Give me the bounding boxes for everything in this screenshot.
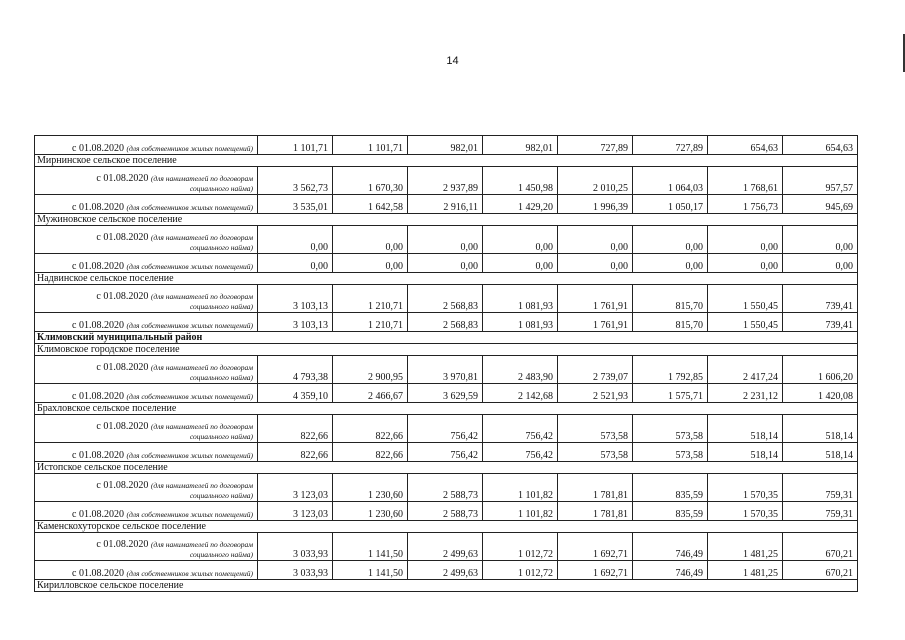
tariff-value-cell: 739,41 (783, 313, 858, 332)
tariff-row (35, 384, 858, 403)
tariff-value-cell: 2 900,95 (333, 356, 408, 384)
tariff-value-cell: 3 123,03 (258, 474, 333, 502)
tariff-value-cell: 573,58 (633, 415, 708, 443)
tariff-value-cell: 1 792,85 (633, 356, 708, 384)
tariff-value-cell: 1 101,82 (483, 474, 558, 502)
tariff-row (35, 313, 858, 332)
tariff-value-cell: 518,14 (783, 443, 858, 462)
tariff-value-cell: 573,58 (558, 415, 633, 443)
tariff-value-cell: 1 570,35 (708, 502, 783, 521)
tariff-value-cell: 0,00 (633, 226, 708, 254)
tariff-value-cell: 982,01 (408, 136, 483, 155)
tariff-value-cell: 759,31 (783, 502, 858, 521)
tariff-value-cell: 1 768,61 (708, 167, 783, 195)
settlement-title: Климовское городское поселение (35, 344, 858, 356)
tariff-value-cell: 1 996,39 (558, 195, 633, 214)
row-label-tenants (35, 356, 258, 384)
tariff-value-cell: 756,42 (408, 415, 483, 443)
tariff-value-cell: 2 568,83 (408, 285, 483, 313)
label-date: с 01.08.2020 (72, 391, 124, 402)
tariff-value-cell: 1 692,71 (558, 533, 633, 561)
tariff-value-cell: 1 012,72 (483, 533, 558, 561)
section-row (35, 155, 858, 167)
tariff-table-body (35, 136, 858, 592)
tariff-value-cell: 0,00 (708, 254, 783, 273)
tariff-value-cell: 3 562,73 (258, 167, 333, 195)
section-row (35, 273, 858, 285)
label-date: с 01.08.2020 (96, 291, 149, 302)
tariff-row (35, 415, 858, 443)
settlement-title: Каменскохуторское сельское поселение (35, 521, 858, 533)
label-date: с 01.08.2020 (72, 320, 124, 331)
district-title: Климовский муниципальный район (35, 332, 858, 344)
settlement-title: Мужиновское сельское поселение (35, 214, 858, 226)
tariff-value-cell: 1 756,73 (708, 195, 783, 214)
tariff-value-cell: 739,41 (783, 285, 858, 313)
label-note: (для собственников жилых помещений) (126, 321, 253, 330)
tariff-value-cell: 982,01 (483, 136, 558, 155)
tariff-value-cell: 815,70 (633, 285, 708, 313)
tariff-value-cell: 2 010,25 (558, 167, 633, 195)
label-note: (для нанимателей по договорам (150, 481, 253, 490)
tariff-value-cell: 3 033,93 (258, 533, 333, 561)
tariff-value-cell: 1 050,17 (633, 195, 708, 214)
row-label-tenants (35, 533, 258, 561)
tariff-value-cell: 756,42 (408, 443, 483, 462)
tariff-value-cell: 1 642,58 (333, 195, 408, 214)
tariff-value-cell: 822,66 (258, 415, 333, 443)
tariff-value-cell: 1 670,30 (333, 167, 408, 195)
label-note: социального найма) (189, 243, 253, 252)
tariff-value-cell: 746,49 (633, 561, 708, 580)
tariff-value-cell: 1 692,71 (558, 561, 633, 580)
label-date: с 01.08.2020 (72, 261, 124, 272)
row-label-tenants (35, 285, 258, 313)
section-row (35, 462, 858, 474)
label-date: с 01.08.2020 (72, 202, 124, 213)
tariff-value-cell: 1 101,71 (258, 136, 333, 155)
tariff-value-cell: 3 535,01 (258, 195, 333, 214)
label-note: (для собственников жилых помещений) (126, 392, 253, 401)
tariff-value-cell: 2 231,12 (708, 384, 783, 403)
tariff-value-cell: 0,00 (558, 254, 633, 273)
row-label-owners (35, 561, 258, 580)
section-row (35, 403, 858, 415)
tariff-value-cell: 1 570,35 (708, 474, 783, 502)
label-note: (для нанимателей по договорам (150, 422, 253, 431)
row-label-tenants (35, 226, 258, 254)
tariff-value-cell: 0,00 (633, 254, 708, 273)
label-note: социального найма) (189, 491, 253, 500)
tariff-value-cell: 654,63 (783, 136, 858, 155)
tariff-value-cell: 2 499,63 (408, 533, 483, 561)
settlement-title: Кирилловское сельское поселение (35, 580, 858, 592)
row-label-tenants (35, 167, 258, 195)
label-date: с 01.08.2020 (72, 509, 124, 520)
row-label-tenants (35, 474, 258, 502)
label-note: (для нанимателей по договорам (150, 233, 253, 242)
row-label-owners (35, 254, 258, 273)
label-note: социального найма) (189, 550, 253, 559)
tariff-value-cell: 1 761,91 (558, 285, 633, 313)
tariff-table (34, 135, 858, 592)
tariff-value-cell: 945,69 (783, 195, 858, 214)
tariff-value-cell: 3 629,59 (408, 384, 483, 403)
tariff-value-cell: 3 123,03 (258, 502, 333, 521)
tariff-value-cell: 2 916,11 (408, 195, 483, 214)
tariff-row (35, 195, 858, 214)
tariff-value-cell: 1 101,71 (333, 136, 408, 155)
tariff-row (35, 356, 858, 384)
section-row (35, 344, 858, 356)
tariff-value-cell: 1 141,50 (333, 533, 408, 561)
tariff-row (35, 285, 858, 313)
tariff-value-cell: 1 781,81 (558, 502, 633, 521)
tariff-value-cell: 1 781,81 (558, 474, 633, 502)
label-date: с 01.08.2020 (96, 232, 149, 243)
settlement-title: Мирнинское сельское поселение (35, 155, 858, 167)
row-label-owners (35, 195, 258, 214)
tariff-value-cell: 727,89 (558, 136, 633, 155)
label-note: (для собственников жилых помещений) (126, 262, 253, 271)
tariff-value-cell: 0,00 (783, 226, 858, 254)
tariff-row (35, 561, 858, 580)
settlement-title: Брахловское сельское поселение (35, 403, 858, 415)
tariff-value-cell: 573,58 (558, 443, 633, 462)
tariff-value-cell: 2 483,90 (483, 356, 558, 384)
tariff-value-cell: 518,14 (783, 415, 858, 443)
tariff-value-cell: 2 588,73 (408, 474, 483, 502)
label-note: (для собственников жилых помещений) (126, 144, 253, 153)
tariff-value-cell: 759,31 (783, 474, 858, 502)
tariff-value-cell: 0,00 (258, 226, 333, 254)
tariff-row (35, 533, 858, 561)
page-number: 14 (446, 55, 459, 67)
tariff-value-cell: 0,00 (483, 254, 558, 273)
tariff-value-cell: 2 937,89 (408, 167, 483, 195)
settlement-title: Надвинское сельское поселение (35, 273, 858, 285)
section-row (35, 580, 858, 592)
tariff-value-cell: 670,21 (783, 561, 858, 580)
label-note: социального найма) (189, 373, 253, 382)
row-label-owners (35, 384, 258, 403)
tariff-value-cell: 1 481,25 (708, 561, 783, 580)
label-date: с 01.08.2020 (96, 539, 149, 550)
tariff-value-cell: 1 081,93 (483, 313, 558, 332)
label-note: (для собственников жилых помещений) (126, 510, 253, 519)
row-label-tenants (35, 415, 258, 443)
tariff-value-cell: 2 521,93 (558, 384, 633, 403)
tariff-value-cell: 1 450,98 (483, 167, 558, 195)
tariff-row (35, 443, 858, 462)
tariff-value-cell: 1 550,45 (708, 313, 783, 332)
row-label-owners (35, 136, 258, 155)
tariff-value-cell: 3 103,13 (258, 313, 333, 332)
tariff-value-cell: 670,21 (783, 533, 858, 561)
tariff-value-cell: 3 103,13 (258, 285, 333, 313)
tariff-value-cell: 835,59 (633, 474, 708, 502)
tariff-value-cell: 1 429,20 (483, 195, 558, 214)
tariff-value-cell: 573,58 (633, 443, 708, 462)
label-date: с 01.08.2020 (72, 143, 124, 154)
tariff-value-cell: 0,00 (408, 226, 483, 254)
row-label-owners (35, 313, 258, 332)
tariff-value-cell: 0,00 (333, 254, 408, 273)
tariff-value-cell: 746,49 (633, 533, 708, 561)
tariff-value-cell: 1 064,03 (633, 167, 708, 195)
tariff-value-cell: 4 793,38 (258, 356, 333, 384)
tariff-value-cell: 1 230,60 (333, 502, 408, 521)
tariff-value-cell: 815,70 (633, 313, 708, 332)
label-date: с 01.08.2020 (72, 568, 124, 579)
label-note: (для собственников жилых помещений) (126, 569, 253, 578)
label-date: с 01.08.2020 (96, 362, 149, 373)
tariff-row (35, 502, 858, 521)
tariff-value-cell: 1 012,72 (483, 561, 558, 580)
tariff-value-cell: 957,57 (783, 167, 858, 195)
tariff-value-cell: 0,00 (258, 254, 333, 273)
tariff-value-cell: 822,66 (333, 443, 408, 462)
tariff-value-cell: 654,63 (708, 136, 783, 155)
tariff-value-cell: 756,42 (483, 443, 558, 462)
tariff-value-cell: 518,14 (708, 443, 783, 462)
tariff-row (35, 226, 858, 254)
tariff-value-cell: 756,42 (483, 415, 558, 443)
tariff-value-cell: 4 359,10 (258, 384, 333, 403)
row-label-owners (35, 443, 258, 462)
tariff-value-cell: 0,00 (558, 226, 633, 254)
tariff-value-cell: 0,00 (408, 254, 483, 273)
label-note: социального найма) (189, 432, 253, 441)
tariff-value-cell: 2 588,73 (408, 502, 483, 521)
tariff-value-cell: 0,00 (333, 226, 408, 254)
section-row (35, 332, 858, 344)
tariff-value-cell: 2 417,24 (708, 356, 783, 384)
tariff-row (35, 167, 858, 195)
tariff-row (35, 474, 858, 502)
section-row (35, 214, 858, 226)
tariff-value-cell: 1 481,25 (708, 533, 783, 561)
tariff-value-cell: 0,00 (708, 226, 783, 254)
label-note: (для нанимателей по договорам (150, 292, 253, 301)
tariff-value-cell: 727,89 (633, 136, 708, 155)
tariff-value-cell: 2 568,83 (408, 313, 483, 332)
tariff-value-cell: 2 739,07 (558, 356, 633, 384)
tariff-value-cell: 0,00 (483, 226, 558, 254)
tariff-row (35, 136, 858, 155)
tariff-value-cell: 1 141,50 (333, 561, 408, 580)
label-date: с 01.08.2020 (96, 173, 149, 184)
tariff-value-cell: 518,14 (708, 415, 783, 443)
row-label-owners (35, 502, 258, 521)
tariff-value-cell: 835,59 (633, 502, 708, 521)
tariff-value-cell: 1 550,45 (708, 285, 783, 313)
tariff-value-cell: 0,00 (783, 254, 858, 273)
label-date: с 01.08.2020 (96, 421, 149, 432)
tariff-value-cell: 1 420,08 (783, 384, 858, 403)
tariff-value-cell: 2 499,63 (408, 561, 483, 580)
label-note: (для нанимателей по договорам (150, 540, 253, 549)
label-note: социального найма) (189, 184, 253, 193)
label-note: (для собственников жилых помещений) (126, 451, 253, 460)
label-note: (для собственников жилых помещений) (126, 203, 253, 212)
label-note: социального найма) (189, 302, 253, 311)
section-row (35, 521, 858, 533)
label-note: (для нанимателей по договорам (150, 363, 253, 372)
tariff-value-cell: 1 101,82 (483, 502, 558, 521)
tariff-value-cell: 3 970,81 (408, 356, 483, 384)
tariff-value-cell: 3 033,93 (258, 561, 333, 580)
label-date: с 01.08.2020 (72, 450, 124, 461)
tariff-value-cell: 1 230,60 (333, 474, 408, 502)
tariff-row (35, 254, 858, 273)
tariff-value-cell: 1 210,71 (333, 313, 408, 332)
label-note: (для нанимателей по договорам (150, 174, 253, 183)
tariff-value-cell: 1 210,71 (333, 285, 408, 313)
tariff-value-cell: 2 142,68 (483, 384, 558, 403)
tariff-value-cell: 1 081,93 (483, 285, 558, 313)
tariff-value-cell: 1 575,71 (633, 384, 708, 403)
tariff-value-cell: 2 466,67 (333, 384, 408, 403)
label-date: с 01.08.2020 (96, 480, 149, 491)
settlement-title: Истопское сельское поселение (35, 462, 858, 474)
tariff-value-cell: 1 606,20 (783, 356, 858, 384)
tariff-value-cell: 1 761,91 (558, 313, 633, 332)
tariff-value-cell: 822,66 (333, 415, 408, 443)
tariff-value-cell: 822,66 (258, 443, 333, 462)
